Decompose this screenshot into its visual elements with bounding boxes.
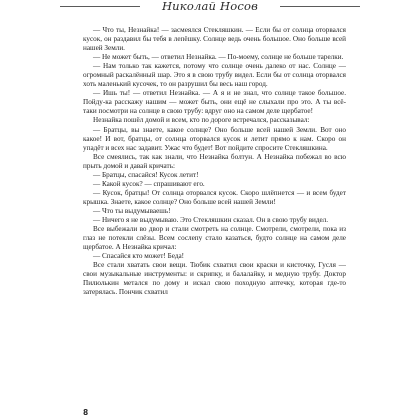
paragraph: — Спасайся кто может! Беда! — [93, 252, 185, 261]
paragraph: — Что ты, Незнайка! — засмеялся Стекляшкин. — Если бы от солнца оторвался кусок, он раздавил бы тебя в лепёшку. Солнце ведь очень большое. Оно больше всей нашей Земли. — [83, 26, 346, 53]
page-number: 8 — [83, 408, 89, 417]
paragraph: Все смеялись, так как знали, что Незнайка болтун. А Незнайка побежал во всю прыть домой и давай кричать: — [83, 152, 346, 170]
paragraph: — Какой кусок? — спрашивают его. — [93, 179, 205, 188]
running-header — [60, 0, 360, 18]
paragraph: — Не может быть, — ответил Незнайка. — По-моему, солнце не больше тарелки. — [93, 53, 344, 62]
paragraph: — Что ты выдумываешь! — [93, 206, 171, 215]
paragraph: — Нам только так кажется, потому что солнце очень далеко от нас. Солнце — огромный раскалённый шар. Это я в свою трубу видел. Если бы от солнца оторвался хоть маленький кусочек, то он разрушил бы весь наш город. — [83, 62, 346, 89]
body-text — [83, 26, 346, 297]
paragraph: — Кусок, братцы! От солнца оторвался кусок. Скоро шлёпнется — и всем будет крышка. Знаете, какое солнце? Оно больше всей нашей Земли! — [83, 188, 346, 206]
paragraph: — Ишь ты! — ответил Незнайка. — А я и не знал, что солнце такое большое. Пойду-ка расскажу нашим — может быть, они ещё не слыхали про это. А ты всё-таки посмотри на солнце в свою трубу: вдруг оно на самом деле щербатое! — [83, 89, 346, 116]
paragraph: — Братцы, вы знаете, какое солнце? Оно больше всей нашей Земли. Вот оно какое! И вот, братцы, от солнца оторвался кусок и летит прямо к нам. Скоро он упадёт и всех нас задавит. Ужас что будет! Вот пойдите спросите Стекляшкина. — [83, 125, 346, 152]
paragraph: — Ничего я не выдумываю. Это Стекляшкин сказал. Он в свою трубу видел. — [93, 215, 329, 224]
paragraph: Все стали хватать свои вещи. Тюбик схватил свои краски и кисточку, Гусля — свои музыкальные инструменты: и скрипку, и балалайку, и медную трубу. Доктор Пилюлькин метался по дому и искал свою походную аптечку, которая где-то затерялась. Пончик схватил — [83, 261, 346, 297]
paragraph: Все выбежали во двор и стали смотреть на солнце. Смотрели, смотрели, пока из глаз не потекли слёзы. Всем сослепу стало казаться, будто солнце на самом деле щербатое. А Незнайка кричал: — [83, 225, 346, 252]
author-name-header: Николай Носов — [140, 0, 280, 13]
paragraph: Незнайка пошёл домой и всем, кто по дороге встречался, рассказывал: — [93, 116, 310, 125]
paragraph: — Братцы, спасайся! Кусок летит! — [93, 170, 199, 179]
